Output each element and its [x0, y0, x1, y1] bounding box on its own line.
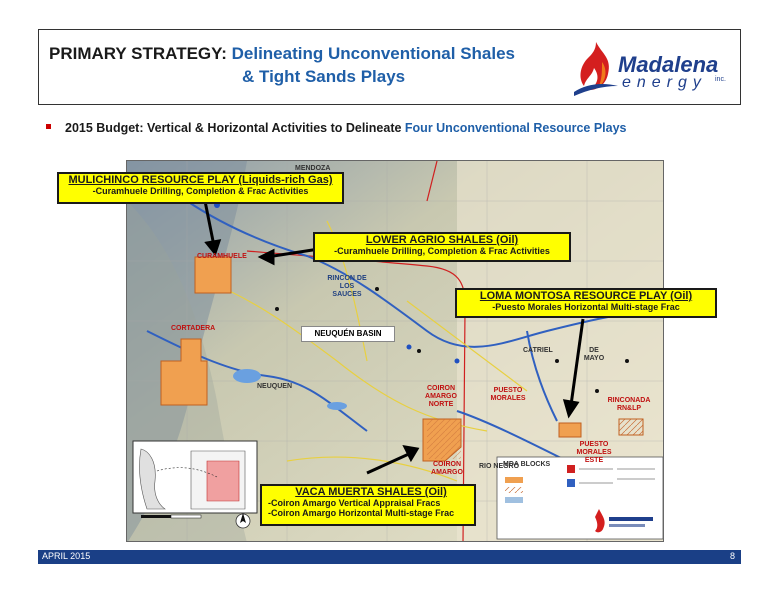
callout-mulichinco: [57, 172, 344, 204]
slide-footer: [38, 550, 741, 564]
callout-vaca-title: VACA MUERTA SHALES (Oil): [295, 486, 447, 498]
title-accent: Delineating Unconventional Shales: [231, 44, 515, 63]
budget-bullet: [46, 121, 627, 135]
callout-loma-title: LOMA MONTOSA RESOURCE PLAY (Oil): [479, 290, 693, 302]
callout-agrio-line1: -Curamhuele Drilling, Completion & Frac Activities: [334, 246, 550, 256]
callout-agrio: [313, 232, 571, 262]
page-number: 8: [729, 551, 735, 561]
callout-vaca: [260, 484, 476, 526]
label-cortadera: CORTADERA: [171, 325, 216, 332]
label-rincon: RINCON DE LOS SAUCES: [327, 275, 367, 298]
scale-bar: [141, 515, 201, 518]
flame-icon: [572, 40, 620, 96]
legend-title: MDA BLOCKS: [503, 461, 551, 468]
callout-mulichinco-title: MULICHINCO RESOURCE PLAY (Liquids-rich Gas): [68, 174, 333, 186]
callout-loma: [455, 288, 717, 318]
bullet-accent: Four Unconventional Resource Plays: [404, 121, 627, 135]
callout-mulichinco-line1: -Curamhuele Drilling, Completion & Frac Activities: [92, 186, 309, 196]
bullet-square-icon: [46, 124, 51, 129]
label-mayo: DE MAYO: [583, 347, 605, 362]
logo-inc: inc.: [715, 76, 726, 83]
basin-label: NEUQUÉN BASIN: [301, 326, 395, 342]
callout-vaca-line1: -Coiron Amargo Vertical Appraisal Fracs: [268, 498, 441, 508]
label-curamhuele: CURAMHUELE: [197, 253, 247, 260]
logo-word: Madalena: [618, 52, 719, 77]
label-mendoza: MENDOZA: [295, 165, 331, 172]
label-rinconada: RINCONADA RN&LP: [607, 397, 651, 412]
label-neuquen: NEUQUEN: [257, 383, 293, 390]
curamhuele-block: [195, 257, 231, 293]
puesto-morales-block: [559, 423, 581, 437]
callout-agrio-title: LOWER AGRIO SHALES (Oil): [365, 234, 519, 246]
slide-title-line2: & Tight Sands Plays: [242, 67, 406, 86]
label-rio-negro: RIO NEGRO: [479, 463, 520, 470]
title-prefix: PRIMARY STRATEGY:: [49, 44, 232, 63]
logo-sub: energy: [622, 74, 707, 91]
label-catriel: CATRIEL: [523, 347, 553, 354]
callout-vaca-line2: -Coiron Amargo Horizontal Multi-stage Frac: [268, 508, 455, 518]
bullet-text: 2015 Budget: Vertical & Horizontal Activities to Delineate: [65, 121, 405, 135]
label-puesto-morales: PUESTO MORALES: [490, 387, 526, 402]
slide-header: [38, 29, 741, 105]
label-puesto-este: PUESTO MORALES ESTE: [576, 441, 612, 464]
footer-date: APRIL 2015: [42, 551, 91, 561]
label-coiron-norte: COIRON AMARGO NORTE: [425, 385, 457, 408]
rinconada-block: [619, 419, 643, 435]
label-coiron: COIRON AMARGO: [431, 461, 463, 476]
company-logo: [572, 38, 732, 98]
slide-title-line1: [49, 44, 515, 64]
callout-loma-line1: -Puesto Morales Horizontal Multi-stage Frac: [492, 302, 680, 312]
